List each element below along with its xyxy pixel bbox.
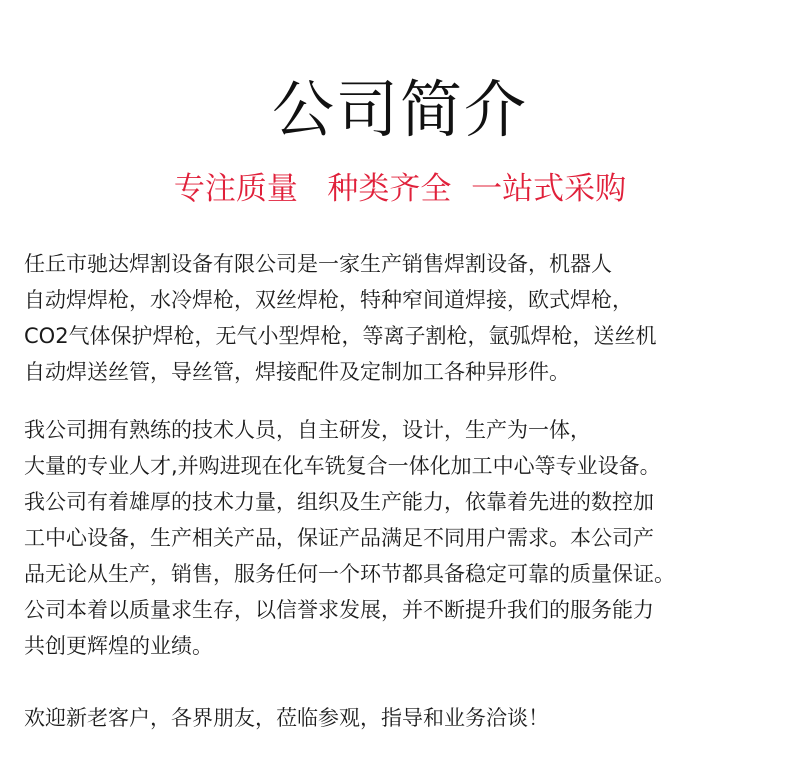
- intro-paragraph: [24, 246, 784, 390]
- paragraph-line: 我公司有着雄厚的技术力量，组织及生产能力，依靠着先进的数控加: [24, 490, 654, 514]
- paragraph-line: 公司本着以质量求生存，以信誉求发展，并不断提升我们的服务能力: [24, 598, 654, 622]
- paragraph-line: 欢迎新老客户，各界朋友，莅临参观，指导和业务洽谈！: [24, 706, 549, 730]
- paragraph-line: 我公司拥有熟练的技术人员，自主研发，设计，生产为一体，: [24, 418, 591, 442]
- capability-paragraph: [24, 412, 784, 664]
- paragraph-line: 共创更辉煌的业绩。: [24, 634, 213, 658]
- paragraph-line: 任丘市驰达焊割设备有限公司是一家生产销售焊割设备，机器人: [24, 252, 612, 276]
- page-title: 公司简介: [271, 73, 528, 146]
- paragraph-line: 大量的专业人才,并购进现在化车铣复合一体化加工中心等专业设备。: [24, 454, 661, 478]
- paragraph-line: CO2气体保护焊枪，无气小型焊枪，等离子割枪，氩弧焊枪，送丝机: [24, 324, 657, 348]
- slogan: 专注质量 种类齐全 一站式采购: [173, 171, 627, 207]
- paragraph-line: 自动焊焊枪，水冷焊枪，双丝焊枪，特种窄间道焊接，欧式焊枪，: [24, 288, 633, 312]
- paragraph-line: 品无论从生产，销售，服务任何一个环节都具备稳定可靠的质量保证。: [24, 562, 675, 586]
- paragraph-line: 自动焊送丝管，导丝管，焊接配件及定制加工各种异形件。: [24, 360, 570, 384]
- paragraph-line: 工中心设备，生产相关产品，保证产品满足不同用户需求。本公司产: [24, 526, 654, 550]
- welcome-paragraph: [24, 700, 784, 736]
